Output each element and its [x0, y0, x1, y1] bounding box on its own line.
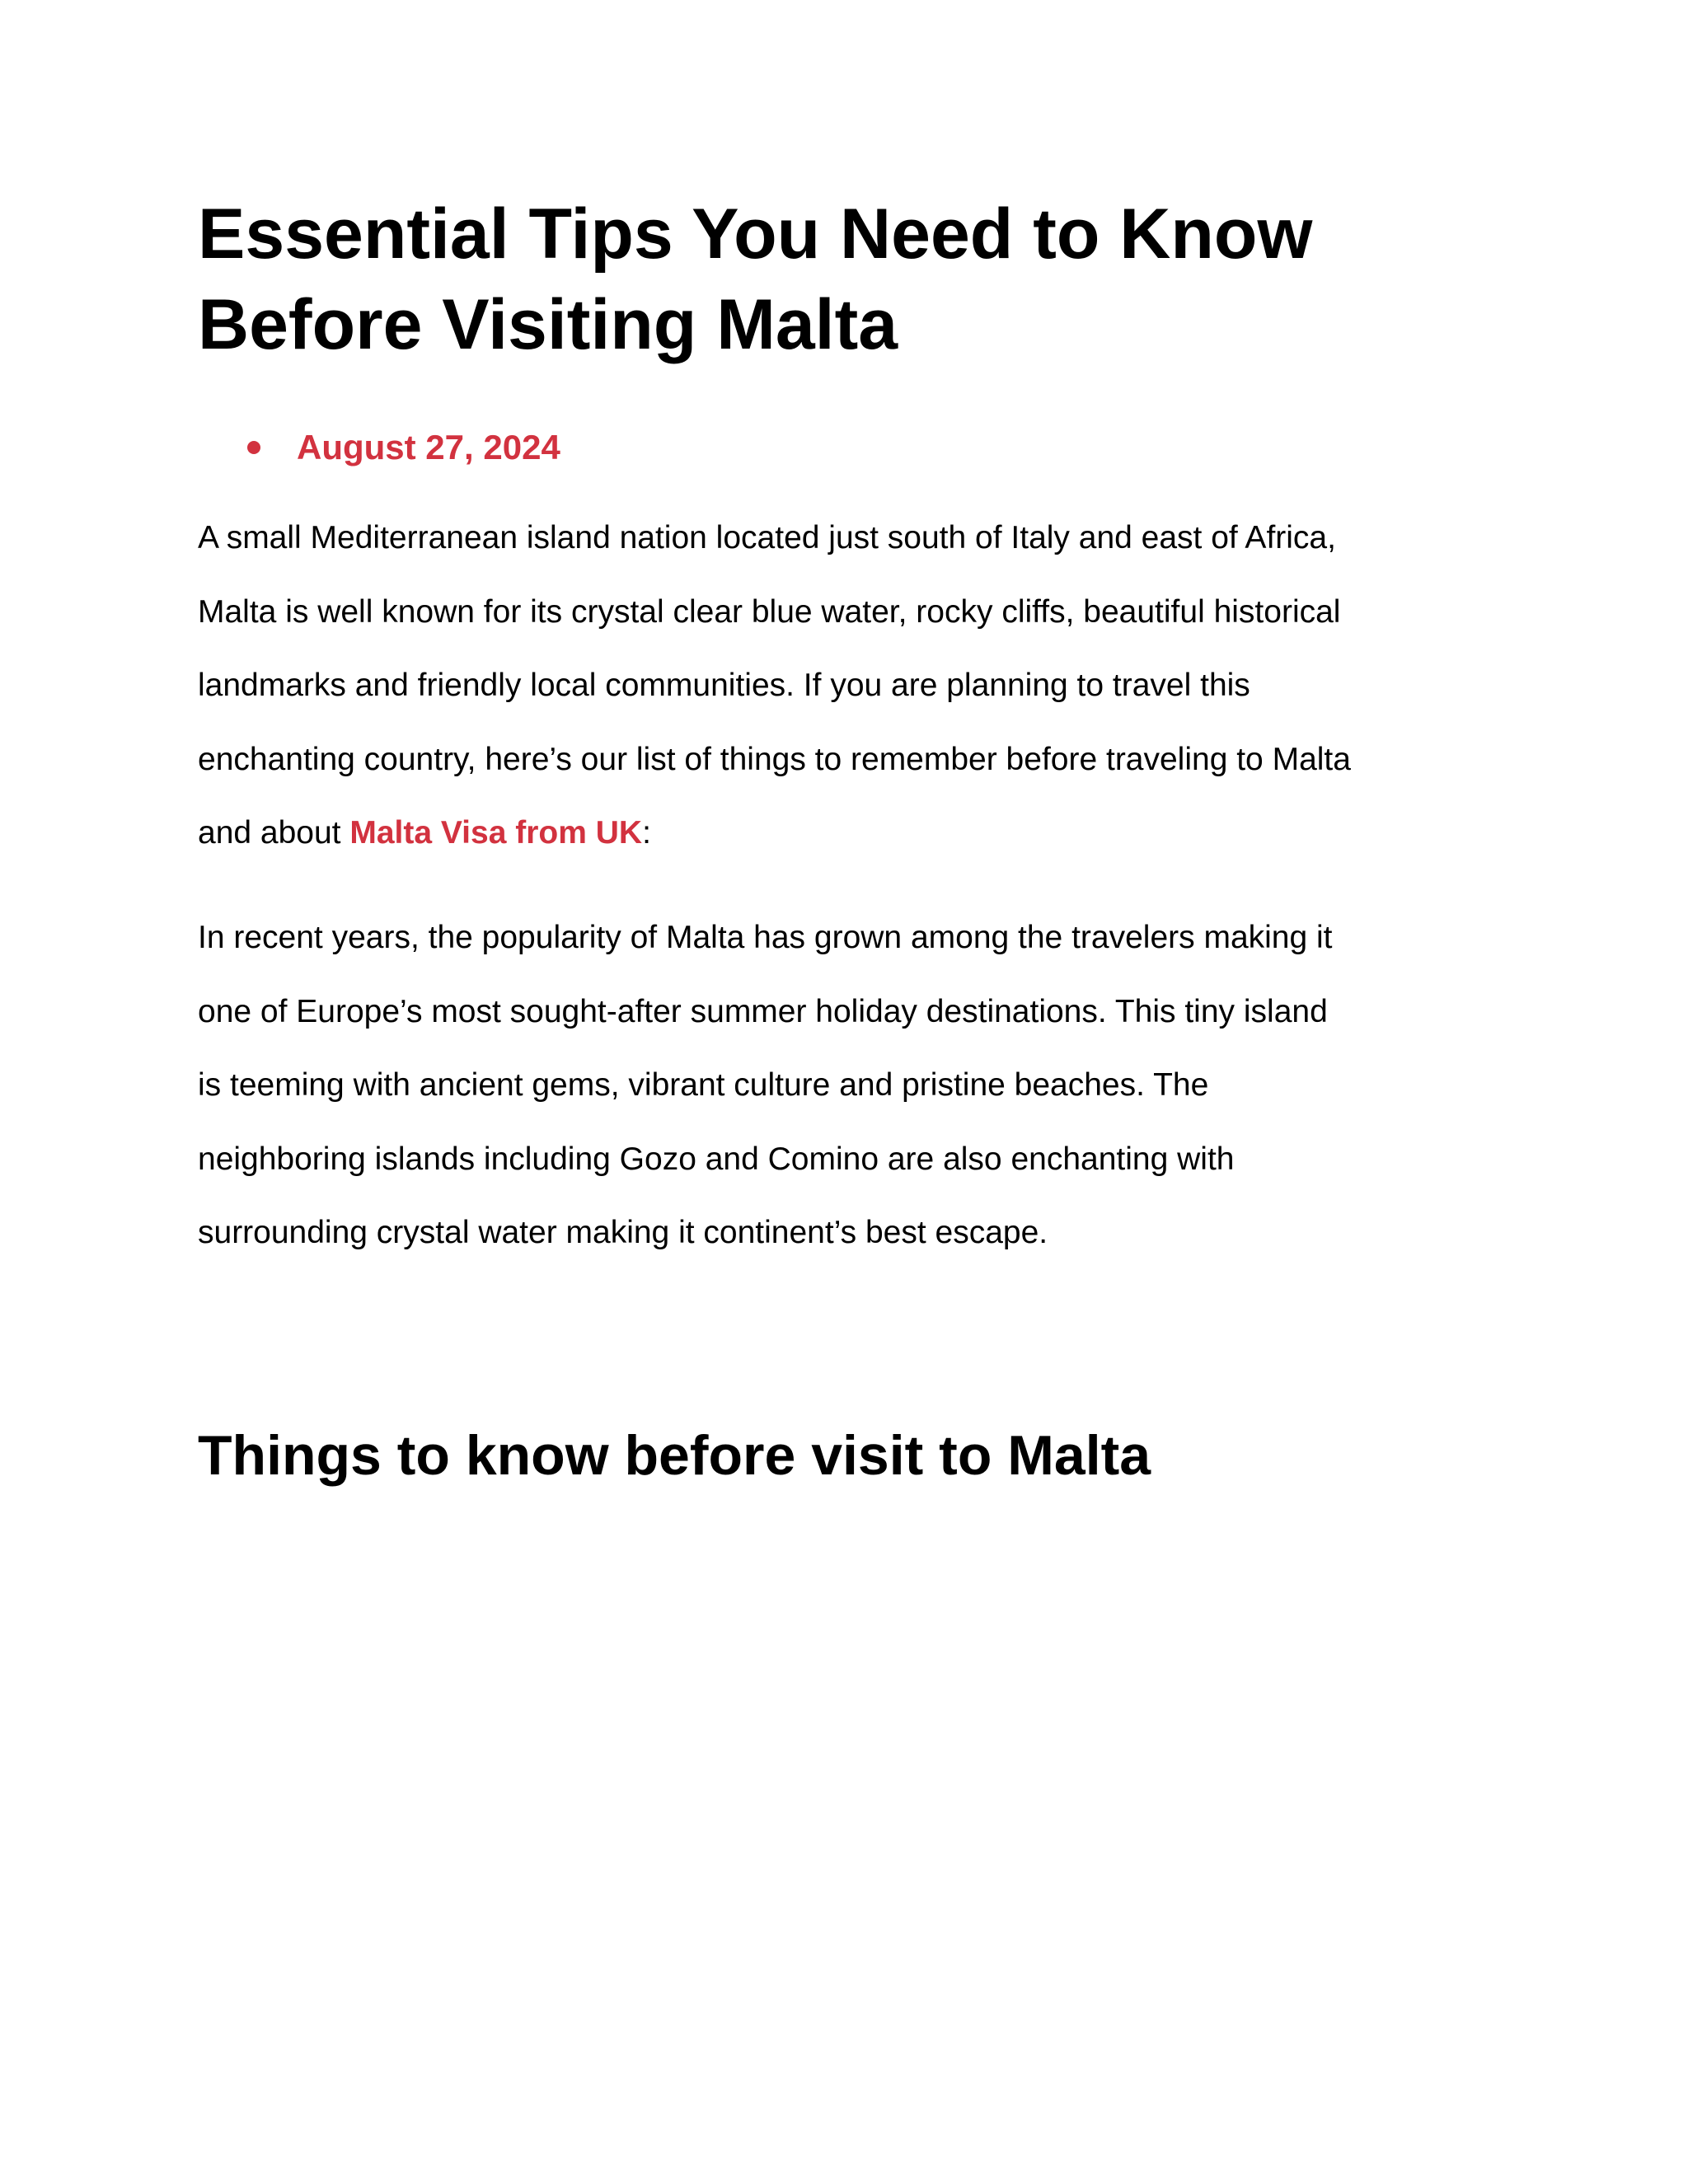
- paragraph-line: one of Europe’s most sought-after summer holiday destinations. This tiny island: [198, 993, 1328, 1029]
- paragraph-text: and about: [198, 815, 350, 851]
- bullet-icon: [247, 441, 260, 454]
- popularity-paragraph: [198, 901, 1517, 1270]
- paragraph-line: neighboring islands including Gozo and Comino are also enchanting with: [198, 1141, 1235, 1177]
- paragraph-line: [198, 796, 1517, 870]
- post-date-item: [247, 427, 560, 468]
- page-title: [198, 186, 1517, 364]
- paragraph-line: enchanting country, here’s our list of things to remember before traveling to Malta: [198, 741, 1351, 777]
- intro-paragraph: [198, 501, 1517, 870]
- paragraph-line: is teeming with ancient gems, vibrant culture and pristine beaches. The: [198, 1067, 1209, 1104]
- paragraph-line: Malta is well known for its crystal clear blue water, rocky cliffs, beautiful historical: [198, 593, 1341, 630]
- paragraph-line: In recent years, the popularity of Malta has grown among the travelers making it: [198, 920, 1333, 955]
- title-line-1: Essential Tips You Need to Know: [198, 194, 1313, 274]
- malta-visa-link[interactable]: Malta Visa from UK: [349, 815, 643, 851]
- post-date: August 27, 2024: [297, 428, 560, 466]
- paragraph-text: :: [642, 815, 651, 851]
- post-meta-list: [247, 427, 560, 468]
- paragraph-line: A small Mediterranean island nation located just south of Italy and east of Africa,: [198, 520, 1336, 555]
- paragraph-line: landmarks and friendly local communities. If you are planning to travel this: [198, 668, 1250, 704]
- section-heading: Things to know before visit to Malta: [198, 1424, 1151, 1487]
- article: [198, 186, 1517, 1487]
- title-line-2: Before Visiting Malta: [198, 285, 898, 364]
- paragraph-line: surrounding crystal water making it continent’s best escape.: [198, 1215, 1048, 1251]
